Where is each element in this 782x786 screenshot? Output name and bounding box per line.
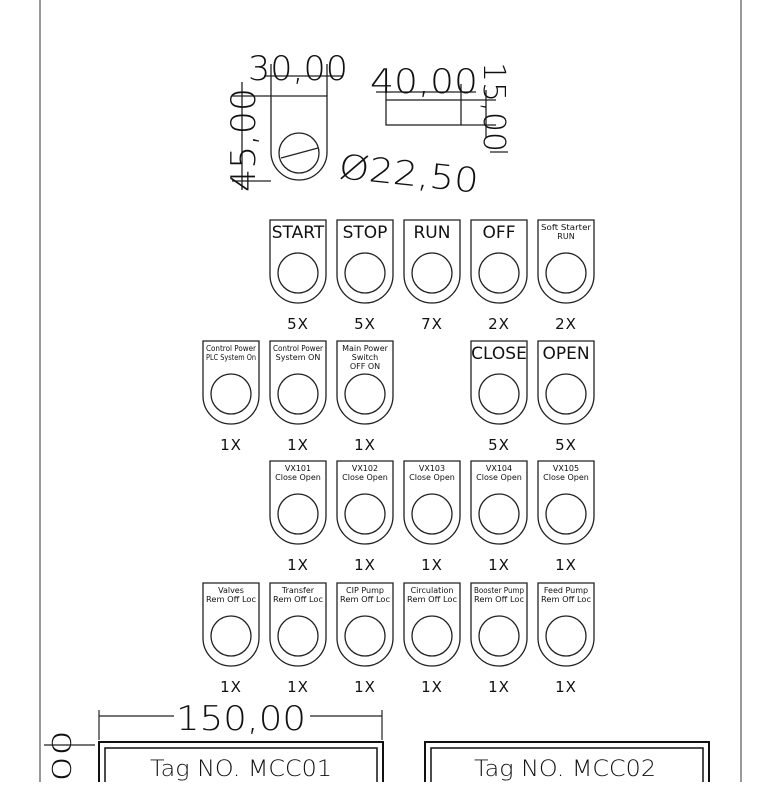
quantity-label: 1X	[555, 678, 577, 696]
pushbutton-circle	[278, 494, 318, 534]
nameplate-circulation	[404, 583, 460, 696]
nameplate-label: RUN	[557, 232, 575, 241]
nameplate-label: OFF ON	[349, 362, 381, 371]
quantity-label: 2X	[555, 315, 577, 333]
dim-button-diameter: Ø22,50	[337, 147, 465, 200]
nameplate-label: Control Power	[273, 344, 324, 353]
reference-diameter-line	[281, 148, 318, 158]
nameplate-label: Valves	[218, 586, 244, 595]
nameplate-start	[270, 220, 326, 333]
quantity-label: 5X	[354, 315, 376, 333]
pushbutton-circle	[278, 616, 318, 656]
nameplate-label: Close Open	[543, 473, 589, 482]
nameplate-vx101	[270, 461, 326, 574]
nameplate-label: Rem Off Loc	[407, 595, 457, 604]
pushbutton-circle	[345, 616, 385, 656]
quantity-label: 1X	[354, 678, 376, 696]
quantity-label: 1X	[488, 556, 510, 574]
nameplate-label: VX102	[351, 464, 379, 473]
nameplate-control-power-system	[270, 341, 326, 454]
pushbutton-circle	[278, 253, 318, 293]
tag-label-mcc02: Tag NO. MCC02	[474, 757, 656, 782]
nameplate-control-power-plc	[203, 341, 259, 454]
dim-plate-width: 30,00	[248, 49, 348, 89]
quantity-label: 5X	[488, 436, 510, 454]
nameplate-label: OPEN	[542, 344, 590, 364]
nameplate-feed-pump	[538, 583, 594, 696]
nameplate-label: Close Open	[476, 473, 522, 482]
quantity-label: 1X	[287, 436, 309, 454]
pushbutton-circle	[546, 253, 586, 293]
nameplate-stop	[337, 220, 393, 333]
nameplate-label: PLC System On	[206, 353, 256, 362]
nameplate-booster-pump	[471, 583, 527, 696]
nameplate-label: VX103	[418, 464, 446, 473]
nameplate-label: Close Open	[275, 473, 321, 482]
quantity-label: 1X	[421, 678, 443, 696]
pushbutton-circle	[546, 374, 586, 414]
nameplate-label: Feed Pump	[543, 586, 589, 595]
nameplate-valves	[203, 583, 259, 696]
nameplate-grid	[203, 220, 594, 696]
dim-plate-height: 45,00	[224, 94, 264, 192]
pushbutton-circle	[345, 494, 385, 534]
quantity-label: 1X	[555, 556, 577, 574]
dim-panel-width: 150,00	[176, 699, 306, 739]
nameplate-label: Rem Off Loc	[474, 595, 524, 604]
pushbutton-circle	[211, 616, 251, 656]
quantity-label: 1X	[354, 556, 376, 574]
nameplate-vx104	[471, 461, 527, 574]
pushbutton-circle	[546, 494, 586, 534]
quantity-label: 1X	[287, 556, 309, 574]
dim-label-height: 15,00	[476, 62, 511, 148]
nameplate-label: Close Open	[342, 473, 388, 482]
nameplate-label: VX104	[485, 464, 513, 473]
nameplate-label: Rem Off Loc	[340, 595, 390, 604]
nameplate-label: CLOSE	[471, 344, 527, 364]
reference-plate-outline	[271, 96, 327, 180]
tag-label-mcc01: Tag NO. MCC01	[150, 757, 332, 782]
quantity-label: 1X	[488, 678, 510, 696]
nameplate-cip-pump	[337, 583, 393, 696]
nameplate-label: Rem Off Loc	[541, 595, 591, 604]
quantity-label: 1X	[421, 556, 443, 574]
pushbutton-circle	[278, 374, 318, 414]
nameplate-open	[538, 341, 594, 454]
nameplate-main-power-switch	[337, 341, 393, 454]
nameplate-label: RUN	[413, 223, 451, 243]
nameplate-label: START	[271, 223, 325, 243]
reference-label-rect	[386, 100, 461, 125]
nameplate-label: Transfer	[281, 586, 315, 595]
quantity-label: 5X	[555, 436, 577, 454]
pushbutton-circle	[412, 616, 452, 656]
pushbutton-circle	[345, 374, 385, 414]
nameplate-label: OFF	[482, 223, 516, 243]
nameplate-label: Rem Off Loc	[206, 595, 256, 604]
nameplate-transfer	[270, 583, 326, 696]
pushbutton-circle	[479, 494, 519, 534]
quantity-label: 1X	[220, 678, 242, 696]
pushbutton-circle	[479, 616, 519, 656]
pushbutton-circle	[345, 253, 385, 293]
nameplate-soft-starter-run	[538, 220, 594, 333]
pushbutton-circle	[546, 616, 586, 656]
nameplate-label: Main Power	[342, 344, 388, 353]
pushbutton-circle	[412, 253, 452, 293]
nameplate-label: Control Power	[206, 344, 257, 353]
nameplate-label: VX105	[552, 464, 580, 473]
nameplate-label: STOP	[342, 223, 388, 243]
quantity-label: 5X	[287, 315, 309, 333]
pushbutton-circle	[479, 253, 519, 293]
nameplate-label: System ON	[275, 353, 321, 362]
quantity-label: 1X	[287, 678, 309, 696]
nameplate-label: Switch	[351, 353, 379, 362]
nameplate-label: Circulation	[410, 586, 454, 595]
pushbutton-circle	[479, 374, 519, 414]
quantity-label: 7X	[421, 315, 443, 333]
nameplate-vx105	[538, 461, 594, 574]
nameplate-vx103	[404, 461, 460, 574]
quantity-label: 1X	[220, 436, 242, 454]
dim-label-width: 40,00	[370, 62, 478, 102]
quantity-label: 1X	[354, 436, 376, 454]
nameplate-close	[471, 341, 527, 454]
nameplate-run	[404, 220, 460, 333]
nameplate-label: Soft Starter	[541, 223, 592, 232]
pushbutton-circle	[412, 494, 452, 534]
nameplate-label: VX101	[284, 464, 312, 473]
quantity-label: 2X	[488, 315, 510, 333]
nameplate-vx102	[337, 461, 393, 574]
dim-side-left: 00	[45, 730, 75, 764]
nameplate-label: Rem Off Loc	[273, 595, 323, 604]
pushbutton-circle	[211, 374, 251, 414]
nameplate-label: Close Open	[409, 473, 455, 482]
nameplate-label: Booster Pump	[474, 586, 524, 595]
nameplate-label: CIP Pump	[346, 586, 384, 595]
nameplate-off	[471, 220, 527, 333]
